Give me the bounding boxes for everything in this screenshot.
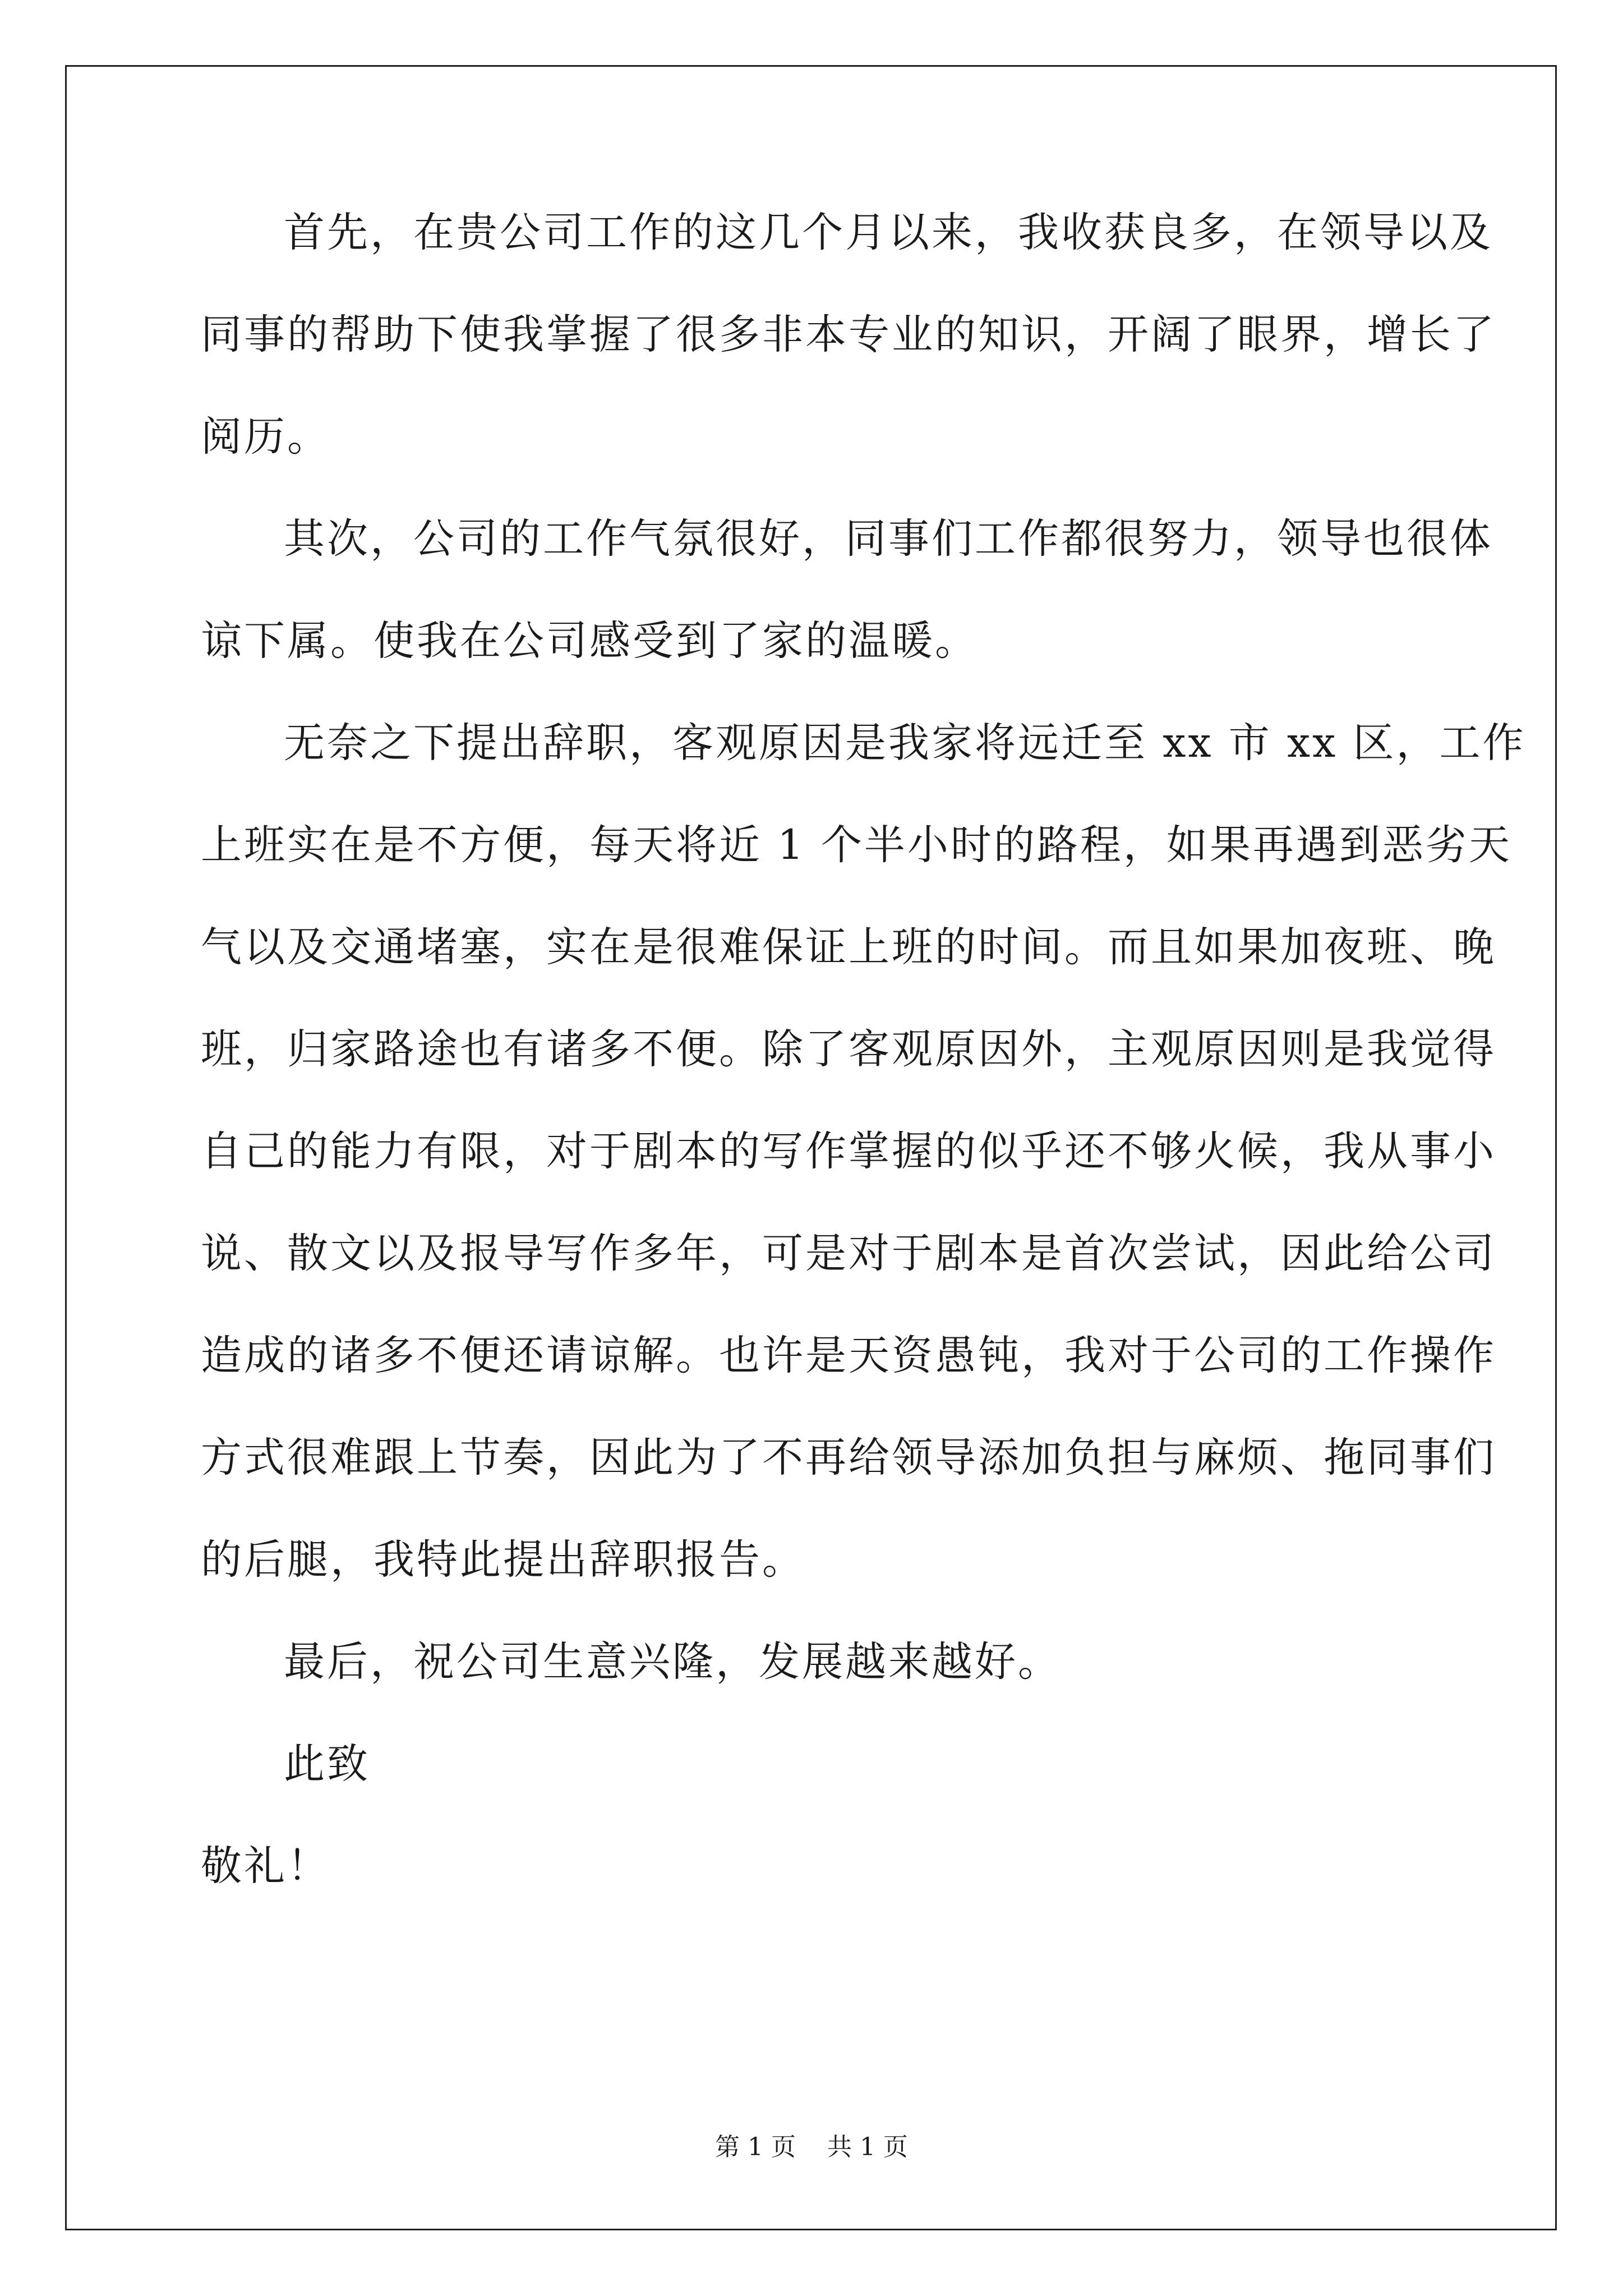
paragraph-line: 无奈之下提出辞职，客观原因是我家将远迁至 xx 市 xx 区，工作 [284,719,1526,767]
paragraph-line: 说、散文以及报导写作多年，可是对于剧本是首次尝试，因此给公司 [201,1230,1496,1277]
paragraph-line: 造成的诸多不便还请谅解。也许是天资愚钝，我对于公司的工作操作 [201,1332,1496,1379]
paragraph-line: 同事的帮助下使我掌握了很多非本专业的知识，开阔了眼界，增长了 [201,311,1496,358]
paragraph-line: 谅下属。使我在公司感受到了家的温暖。 [201,617,978,665]
paragraph-line: 自己的能力有限，对于剧本的写作掌握的似乎还不够火候，我从事小 [201,1128,1496,1175]
salutation-jingli: 敬礼！ [201,1842,330,1890]
page-number: 第 1 页 [715,2133,796,2161]
letter-body [201,209,1526,1948]
page-total: 共 1 页 [827,2133,908,2161]
paragraph-line: 首先，在贵公司工作的这几个月以来，我收获良多，在领导以及 [284,209,1493,256]
page-footer [0,2135,1623,2160]
salutation-cizhi: 此致 [284,1740,370,1788]
paragraph-line: 阅历。 [201,413,330,461]
paragraph-line: 其次，公司的工作气氛很好，同事们工作都很努力，领导也很体 [284,515,1493,563]
closing-wish: 最后，祝公司生意兴隆，发展越来越好。 [284,1638,1061,1686]
paragraph-line: 方式很难跟上节奏，因此为了不再给领导添加负担与麻烦、拖同事们 [201,1434,1496,1481]
paragraph-line: 班，归家路途也有诸多不便。除了客观原因外，主观原因则是我觉得 [201,1025,1496,1073]
paragraph-line: 的后腿，我特此提出辞职报告。 [201,1536,805,1584]
paragraph-line: 上班实在是不方便，每天将近 1 个半小时的路程，如果再遇到恶劣天 [201,821,1512,869]
paragraph-line: 气以及交通堵塞，实在是很难保证上班的时间。而且如果加夜班、晚 [201,923,1496,971]
